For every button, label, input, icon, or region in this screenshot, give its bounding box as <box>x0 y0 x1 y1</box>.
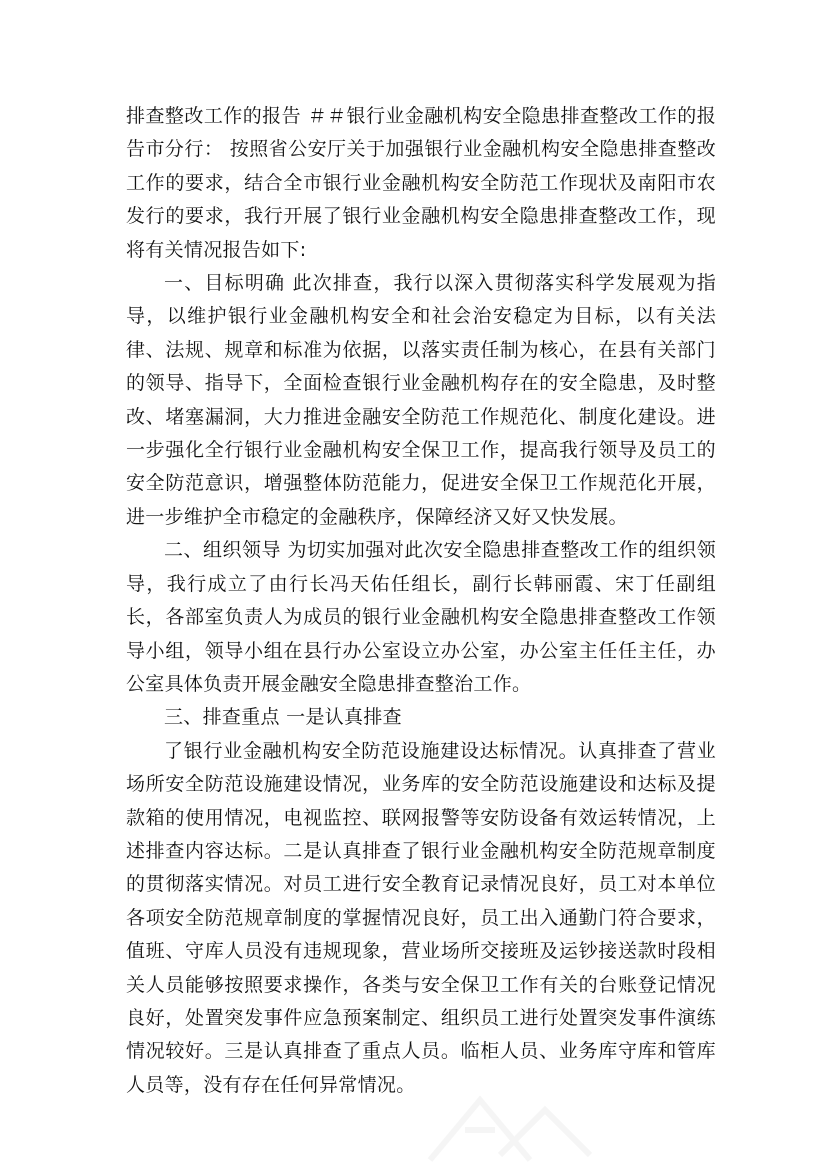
document-body <box>126 100 716 1102</box>
paragraph-intro: 排查整改工作的报告 ＃＃银行业金融机构安全隐患排查整改工作的报告市分行： 按照省公安厅关于加强银行业金融机构安全隐患排查整改工作的要求，结合全市银行业金融机构安全防范工作现状及南阳市农发行的要求，我行开展了银行业金融机构安全隐患排查整改工作，现将有关情况报告如下: <box>126 105 716 261</box>
watermark-graphic <box>420 1080 600 1170</box>
paragraph-section-2: 二、组织领导 为切实加强对此次安全隐患排查整改工作的组织领导，我行成立了由行长冯天佑任组长，副行长韩丽霞、宋丁任副组长，各部室负责人为成员的银行业金融机构安全隐患排查整改工作领导小组，领导小组在县行办公室设立办公室，办公室主任任主任，办公室具体负责开展金融安全隐患排查整治工作。 <box>126 539 716 695</box>
paragraph-section-1: 一、目标明确 此次排查，我行以深入贯彻落实科学发展观为指导，以维护银行业金融机构安全和社会治安稳定为目标，以有关法律、法规、规章和标准为依据，以落实责任制为核心，在县有关部门的领导、指导下，全面检查银行业金融机构存在的安全隐患，及时整改、堵塞漏洞，大力推进金融安全防范工作规范化、制度化建设。进一步强化全行银行业金融机构安全保卫工作，提高我行领导及员工的安全防范意识，增强整体防范能力，促进安全保卫工作规范化开展，进一步维护全市稳定的金融秩序，保障经济又好又快发展。 <box>126 272 716 528</box>
paragraph-section-3-heading: 三、排查重点 一是认真排查 <box>164 706 402 729</box>
paragraph-section-3-body: 了银行业金融机构安全防范设施建设达标情况。认真排查了营业场所安全防范设施建设情况，业务库的安全防范设施建设和达标及提款箱的使用情况，电视监控、联网报警等安防设备有效运转情况，上述排查内容达标。二是认真排查了银行业金融机构安全防范规章制度的贯彻落实情况。对员工进行安全教育记录情况良好，员工对本单位各项安全防范规章制度的掌握情况良好，员工出入通勤门符合要求，值班、守库人员没有违规现象，营业场所交接班及运钞接送款时段相关人员能够按照要求操作，各类与安全保卫工作有关的台账登记情况良好，处置突发事件应急预案制定、组织员工进行处置突发事件演练情况较好。三是认真排查了重点人员。临柜人员、业务库守库和管库人员等，没有存在任何异常情况。 <box>126 739 716 1096</box>
